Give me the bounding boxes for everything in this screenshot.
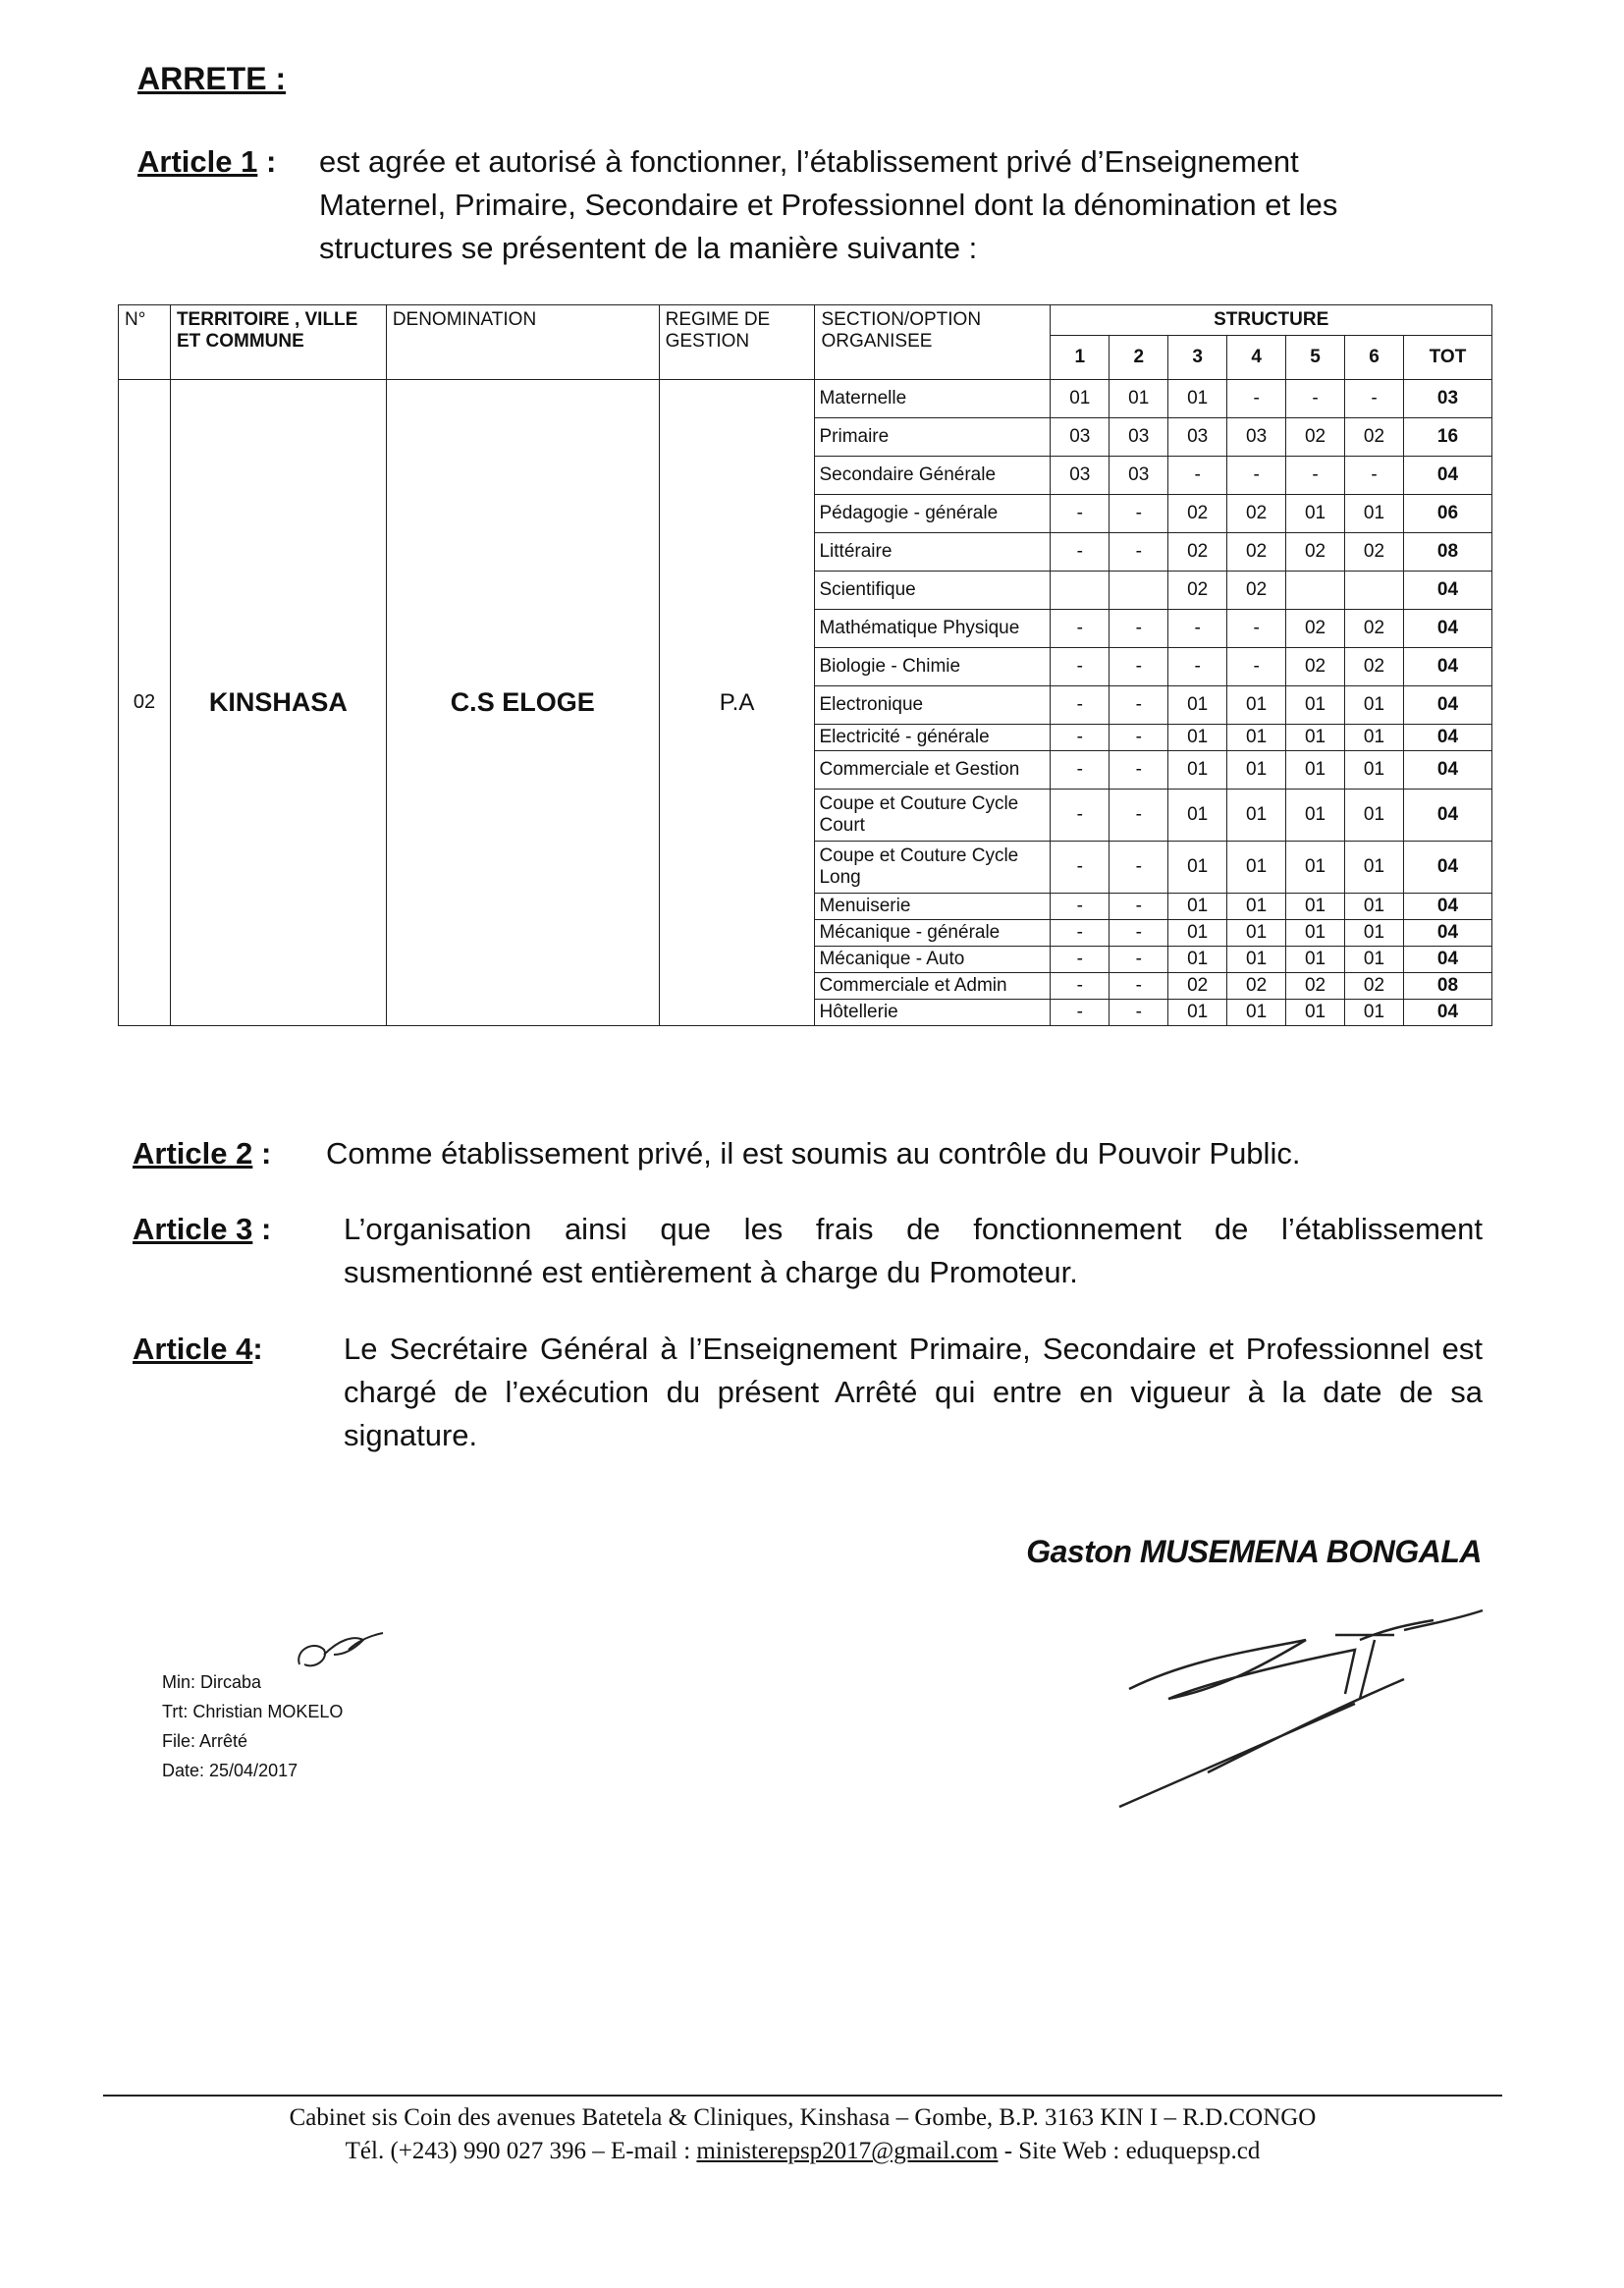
level-2-cell: 01: [1110, 380, 1168, 418]
level-6-cell: 01: [1345, 790, 1404, 842]
level-2-cell: -: [1110, 751, 1168, 790]
section-cell: Littéraire: [815, 533, 1051, 572]
level-5-cell: 01: [1286, 686, 1345, 725]
section-cell: Secondaire Générale: [815, 457, 1051, 495]
total-cell: 06: [1403, 495, 1491, 533]
meta-file: File: Arrêté: [162, 1731, 248, 1751]
document-heading: ARRETE :: [137, 61, 287, 96]
table-row: [119, 380, 1492, 418]
header-no: N°: [119, 305, 171, 380]
level-1-cell: 01: [1051, 380, 1110, 418]
total-cell: 03: [1403, 380, 1491, 418]
level-1-cell: 03: [1051, 457, 1110, 495]
level-3-cell: -: [1168, 648, 1227, 686]
level-6-cell: 01: [1345, 495, 1404, 533]
level-1-cell: -: [1051, 686, 1110, 725]
total-cell: 08: [1403, 973, 1491, 1000]
level-1-cell: -: [1051, 495, 1110, 533]
level-1-cell: -: [1051, 725, 1110, 751]
level-4-cell: -: [1227, 457, 1286, 495]
section-cell: Scientifique: [815, 572, 1051, 610]
level-4-cell: -: [1227, 648, 1286, 686]
level-4-cell: 01: [1227, 725, 1286, 751]
level-6-cell: -: [1345, 380, 1404, 418]
total-cell: 04: [1403, 610, 1491, 648]
structure-table: [118, 304, 1492, 1026]
level-1-cell: -: [1051, 1000, 1110, 1026]
section-cell: Commerciale et Admin: [815, 973, 1051, 1000]
level-3-cell: 02: [1168, 495, 1227, 533]
denomination-cell: C.S ELOGE: [386, 380, 659, 1026]
level-5-cell: 02: [1286, 648, 1345, 686]
level-4-cell: 02: [1227, 572, 1286, 610]
level-5-cell: 01: [1286, 751, 1345, 790]
article-4-text: Le Secrétaire Général à l’Enseignement Primaire, Secondaire et Professionnel est chargé de l’exécution du présent Arrêté qui entre en vigueur à la date de sa signature.: [344, 1332, 1483, 1452]
level-1-cell: -: [1051, 610, 1110, 648]
level-4-cell: 02: [1227, 973, 1286, 1000]
footer-address: Cabinet sis Coin des avenues Batetela & Cliniques, Kinshasa – Gombe, B.P. 3163 KIN I – R.D.CONGO: [289, 2104, 1317, 2131]
level-5-cell: 01: [1286, 842, 1345, 894]
signer-name: Gaston MUSEMENA BONGALA: [1026, 1534, 1482, 1569]
footer-divider: [103, 2095, 1502, 2097]
level-6-cell: 01: [1345, 894, 1404, 920]
level-2-cell: -: [1110, 790, 1168, 842]
level-3-cell: 02: [1168, 533, 1227, 572]
level-1-cell: 03: [1051, 418, 1110, 457]
total-cell: 04: [1403, 920, 1491, 947]
level-4-cell: 01: [1227, 790, 1286, 842]
level-5-cell: 02: [1286, 418, 1345, 457]
level-5-cell: [1286, 572, 1345, 610]
total-cell: 08: [1403, 533, 1491, 572]
level-5-cell: 01: [1286, 920, 1345, 947]
level-1-cell: -: [1051, 842, 1110, 894]
level-5-cell: -: [1286, 457, 1345, 495]
row-no: 02: [119, 380, 171, 1026]
level-3-cell: 01: [1168, 947, 1227, 973]
level-2-cell: -: [1110, 894, 1168, 920]
level-2-cell: -: [1110, 533, 1168, 572]
article-1-label: Article 1 :: [137, 144, 277, 179]
section-cell: Commerciale et Gestion: [815, 751, 1051, 790]
level-5-cell: 01: [1286, 790, 1345, 842]
total-cell: 04: [1403, 457, 1491, 495]
level-2-cell: -: [1110, 973, 1168, 1000]
level-4-cell: 01: [1227, 947, 1286, 973]
meta-min: Min: Dircaba: [162, 1672, 262, 1692]
level-1-cell: -: [1051, 920, 1110, 947]
header-level-5: 5: [1286, 336, 1345, 380]
section-cell: Mécanique - générale: [815, 920, 1051, 947]
level-2-cell: -: [1110, 842, 1168, 894]
footer-site: - Site Web : eduquepsp.cd: [998, 2138, 1261, 2164]
level-3-cell: 01: [1168, 751, 1227, 790]
level-6-cell: 01: [1345, 920, 1404, 947]
level-3-cell: 01: [1168, 686, 1227, 725]
level-2-cell: -: [1110, 495, 1168, 533]
level-3-cell: 01: [1168, 725, 1227, 751]
level-1-cell: -: [1051, 973, 1110, 1000]
section-cell: Hôtellerie: [815, 1000, 1051, 1026]
level-3-cell: 01: [1168, 842, 1227, 894]
total-cell: 04: [1403, 894, 1491, 920]
level-3-cell: 01: [1168, 920, 1227, 947]
level-4-cell: 01: [1227, 1000, 1286, 1026]
header-total: TOT: [1403, 336, 1491, 380]
article-3-text: L’organisation ainsi que les frais de fonctionnement de l’établissement susmentionné est entièrement à charge du Promoteur.: [344, 1212, 1483, 1289]
total-cell: 16: [1403, 418, 1491, 457]
level-1-cell: -: [1051, 533, 1110, 572]
article-4-label: Article 4:: [133, 1332, 263, 1366]
section-cell: Biologie - Chimie: [815, 648, 1051, 686]
article-3-label: Article 3 :: [133, 1212, 272, 1246]
level-6-cell: 02: [1345, 533, 1404, 572]
total-cell: 04: [1403, 1000, 1491, 1026]
level-3-cell: 01: [1168, 380, 1227, 418]
section-cell: Electronique: [815, 686, 1051, 725]
level-2-cell: 03: [1110, 457, 1168, 495]
footer: [103, 2101, 1502, 2168]
level-4-cell: 02: [1227, 495, 1286, 533]
level-5-cell: -: [1286, 380, 1345, 418]
minister-signature: [1110, 1581, 1502, 1817]
level-4-cell: 01: [1227, 920, 1286, 947]
level-2-cell: -: [1110, 686, 1168, 725]
level-5-cell: 01: [1286, 894, 1345, 920]
level-6-cell: [1345, 572, 1404, 610]
level-6-cell: 01: [1345, 842, 1404, 894]
level-3-cell: 03: [1168, 418, 1227, 457]
header-denomination: DENOMINATION: [386, 305, 659, 380]
level-2-cell: -: [1110, 725, 1168, 751]
level-3-cell: 02: [1168, 572, 1227, 610]
section-cell: Coupe et Couture Cycle Long: [815, 842, 1051, 894]
level-6-cell: 02: [1345, 973, 1404, 1000]
level-1-cell: -: [1051, 751, 1110, 790]
level-2-cell: -: [1110, 1000, 1168, 1026]
document-metadata: [162, 1667, 343, 1785]
header-level-3: 3: [1168, 336, 1227, 380]
section-cell: Maternelle: [815, 380, 1051, 418]
level-5-cell: 01: [1286, 495, 1345, 533]
total-cell: 04: [1403, 947, 1491, 973]
header-structure: STRUCTURE: [1051, 305, 1492, 336]
total-cell: 04: [1403, 648, 1491, 686]
header-level-1: 1: [1051, 336, 1110, 380]
level-5-cell: 02: [1286, 533, 1345, 572]
section-cell: Menuiserie: [815, 894, 1051, 920]
total-cell: 04: [1403, 790, 1491, 842]
regime-cell: P.A: [659, 380, 815, 1026]
level-1-cell: -: [1051, 790, 1110, 842]
section-cell: Pédagogie - générale: [815, 495, 1051, 533]
header-level-4: 4: [1227, 336, 1286, 380]
header-section: SECTION/OPTION ORGANISEE: [815, 305, 1051, 380]
level-2-cell: -: [1110, 648, 1168, 686]
header-regime: REGIME DE GESTION: [659, 305, 815, 380]
level-1-cell: -: [1051, 648, 1110, 686]
header-level-6: 6: [1345, 336, 1404, 380]
total-cell: 04: [1403, 842, 1491, 894]
meta-date: Date: 25/04/2017: [162, 1761, 298, 1780]
article-2-text: Comme établissement privé, il est soumis au contrôle du Pouvoir Public.: [326, 1136, 1301, 1171]
level-1-cell: -: [1051, 894, 1110, 920]
level-5-cell: 01: [1286, 947, 1345, 973]
territoire-cell: KINSHASA: [170, 380, 386, 1026]
header-level-2: 2: [1110, 336, 1168, 380]
level-6-cell: 01: [1345, 751, 1404, 790]
level-3-cell: -: [1168, 610, 1227, 648]
meta-trt: Trt: Christian MOKELO: [162, 1702, 344, 1721]
level-6-cell: 01: [1345, 686, 1404, 725]
level-6-cell: 02: [1345, 418, 1404, 457]
level-6-cell: 01: [1345, 947, 1404, 973]
section-cell: Primaire: [815, 418, 1051, 457]
level-4-cell: 03: [1227, 418, 1286, 457]
level-2-cell: 03: [1110, 418, 1168, 457]
section-cell: Mathématique Physique: [815, 610, 1051, 648]
footer-email-link[interactable]: ministerepsp2017@gmail.com: [696, 2138, 999, 2164]
level-5-cell: 02: [1286, 610, 1345, 648]
level-5-cell: 01: [1286, 725, 1345, 751]
level-3-cell: 02: [1168, 973, 1227, 1000]
level-2-cell: -: [1110, 920, 1168, 947]
level-3-cell: 01: [1168, 1000, 1227, 1026]
level-2-cell: -: [1110, 947, 1168, 973]
level-5-cell: 02: [1286, 973, 1345, 1000]
level-4-cell: 01: [1227, 894, 1286, 920]
level-3-cell: 01: [1168, 894, 1227, 920]
level-3-cell: 01: [1168, 790, 1227, 842]
level-6-cell: -: [1345, 457, 1404, 495]
level-1-cell: -: [1051, 947, 1110, 973]
footer-contact: [103, 2135, 1502, 2168]
article-2-label: Article 2 :: [133, 1136, 272, 1171]
total-cell: 04: [1403, 686, 1491, 725]
section-cell: Coupe et Couture Cycle Court: [815, 790, 1051, 842]
level-5-cell: 01: [1286, 1000, 1345, 1026]
footer-tel: Tél. (+243) 990 027 396 – E-mail :: [345, 2138, 697, 2164]
total-cell: 04: [1403, 751, 1491, 790]
level-4-cell: 02: [1227, 533, 1286, 572]
level-1-cell: [1051, 572, 1110, 610]
header-territoire: TERRITOIRE , VILLE ET COMMUNE: [170, 305, 386, 380]
level-4-cell: 01: [1227, 842, 1286, 894]
level-4-cell: -: [1227, 380, 1286, 418]
level-6-cell: 02: [1345, 610, 1404, 648]
total-cell: 04: [1403, 572, 1491, 610]
level-6-cell: 01: [1345, 725, 1404, 751]
level-4-cell: 01: [1227, 751, 1286, 790]
level-6-cell: 02: [1345, 648, 1404, 686]
section-cell: Electricité - générale: [815, 725, 1051, 751]
level-2-cell: -: [1110, 610, 1168, 648]
level-4-cell: -: [1227, 610, 1286, 648]
section-cell: Mécanique - Auto: [815, 947, 1051, 973]
level-4-cell: 01: [1227, 686, 1286, 725]
level-3-cell: -: [1168, 457, 1227, 495]
level-6-cell: 01: [1345, 1000, 1404, 1026]
article-1-text: est agrée et autorisé à fonctionner, l’établissement privé d’Enseignement Maternel, Primaire, Secondaire et Professionnel dont la dénomination et les structures se présentent de la manière suivante :: [319, 144, 1338, 265]
total-cell: 04: [1403, 725, 1491, 751]
level-2-cell: [1110, 572, 1168, 610]
